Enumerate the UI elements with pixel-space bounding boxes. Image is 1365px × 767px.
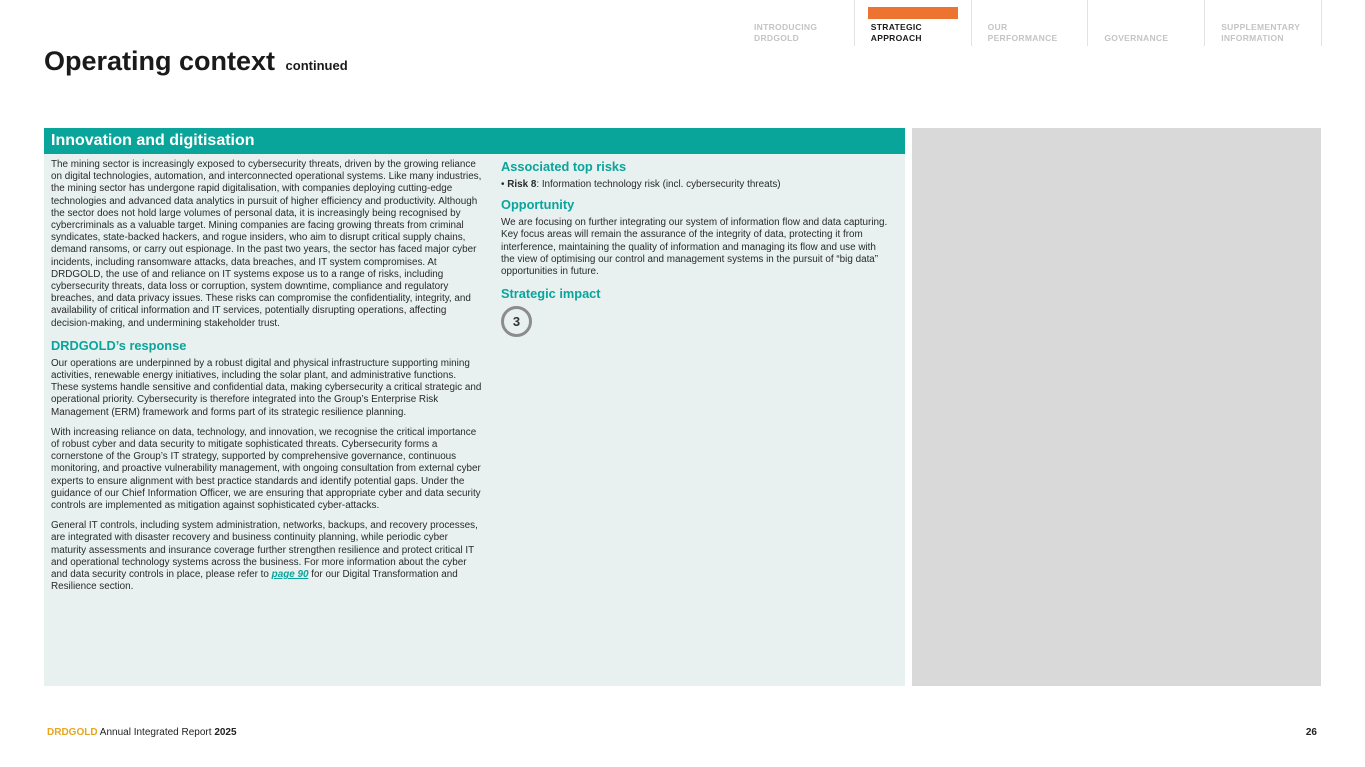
opportunity-paragraph: We are focusing on further integrating our system of information flow and data capturing. Key focus areas will remain the assurance of the integrity of data, protecting it from interference, maintaining the quality of information and managing its flow and use with the view of optimising our control and management systems in the pursuit of “big data” opportunities in future. [501, 217, 888, 278]
risks-heading: Associated top risks [501, 159, 627, 174]
response-paragraph-3 [51, 520, 483, 593]
nav-tab-governance[interactable] [1088, 0, 1205, 46]
response-heading: DRDGOLD’s response [51, 337, 187, 353]
page-number: 26 [1305, 727, 1317, 738]
impact-heading: Strategic impact [501, 286, 601, 302]
image-placeholder-panel [912, 128, 1321, 686]
innovation-panel [44, 128, 905, 686]
intro-paragraph: The mining sector is increasingly exposed to cybersecurity threats, driven by the growing reliance on digital technologies, automation, and interconnected operational systems. Like many industries, the mining sector has undergone rapid digitalisation, with companies deploying cutting-edge technologies and advanced data analytics in pursuit of higher efficiency and productivity. Although the sector does not hold large volumes of personal data, it is increasingly being recognised by cybercriminals as a valuable target. Mining companies are facing growing threats from criminal syndicates, state-backed hackers, and rogue insiders, who aim to disrupt critical supply chains, demand ransoms, or carry out espionage. In the past two years, the sector has faced major cyber incidents, including ransomware attacks, data breaches, and IT system compromises. At DRDGOLD, the use of and reliance on IT systems expose us to a range of risks, including cybersecurity threats, data loss or corruption, system downtime, compliance and regulatory breaches, and data privacy issues. These risks can compromise the confidentiality, integrity, and availability of critical information and IT services, potentially disrupting operations, affecting decision-making, and undermining stakeholder trust. [51, 159, 482, 329]
impact-number: 3 [512, 314, 521, 330]
bullet: • [501, 179, 505, 190]
nav-tab-label: INTRODUCING DRDGOLD [754, 22, 818, 43]
page-title-text: Operating context [44, 46, 276, 76]
panel-heading: Innovation and digitisation [44, 128, 905, 154]
page-title [44, 46, 348, 77]
nav-tab-strategic-approach[interactable] [855, 0, 972, 46]
footer-report: Annual Integrated Report [97, 727, 215, 738]
risk-text: : Information technology risk (incl. cybersecurity threats) [536, 179, 781, 190]
response-p3-tail: for our Digital Transformation and Resilience section. [51, 569, 458, 593]
left-column [51, 159, 483, 602]
risk-label: Risk 8 [507, 179, 537, 190]
nav-tab-label: OUR PERFORMANCE [987, 22, 1058, 43]
footer [47, 727, 237, 738]
active-tab-indicator [868, 7, 958, 19]
risk-item [501, 179, 891, 191]
response-paragraph-1: Our operations are underpinned by a robust digital and physical infrastructure supporting mining activities, renewable energy initiatives, including the solar plant, and administrative functions. These systems handle sensitive and confidential data, making cybersecurity a critical strategic and operational priority. Cybersecurity is therefore integrated into the Group’s Enterprise Risk Management (ERM) framework and forms part of its strategic resilience planning. [51, 357, 482, 418]
footer-year: 2025 [214, 727, 237, 738]
response-paragraph-2: With increasing reliance on data, technology, and innovation, we recognise the critical importance of robust cyber and data security to mitigate sophisticated threats. Cybersecurity forms a cornerstone of the Group’s IT strategy, supported by comprehensive governance, continuous monitoring, and proactive vulnerability management, with ongoing consultation from external cyber experts to ensure alignment with best practice standards and identify potential gaps. Under the guidance of our Chief Information Officer, we are ensuring that appropriate cyber and data security controls are implemented as mitigation against sophisticated cyber-attacks. [51, 426, 481, 512]
nav-tab-label: STRATEGIC APPROACH [870, 22, 922, 43]
opportunity-heading: Opportunity [501, 197, 575, 213]
page-90-link[interactable]: page 90 [271, 569, 309, 581]
nav-tab-introducing-drdgold[interactable] [738, 0, 855, 46]
nav-tab-supplementary-information[interactable] [1205, 0, 1322, 46]
right-column [501, 159, 891, 337]
section-nav [738, 0, 1322, 46]
nav-tab-label: SUPPLEMENTARY INFORMATION [1221, 22, 1301, 43]
nav-tab-our-performance[interactable] [972, 0, 1089, 46]
nav-tab-label: GOVERNANCE [1104, 32, 1169, 43]
footer-brand: DRDGOLD [47, 727, 98, 738]
response-p3-text: General IT controls, including system administration, networks, backups, and recovery processes, are integrated with disaster recovery and business continuity planning, while periodic cyber maturity assessments and insurance coverage further strengthen resilience and protect critical IT and operational technology systems across the business. For more information about the cyber and data security controls in place, please refer to [51, 520, 478, 581]
strategic-impact-badge [501, 306, 532, 337]
page-subtitle: continued [285, 58, 348, 73]
